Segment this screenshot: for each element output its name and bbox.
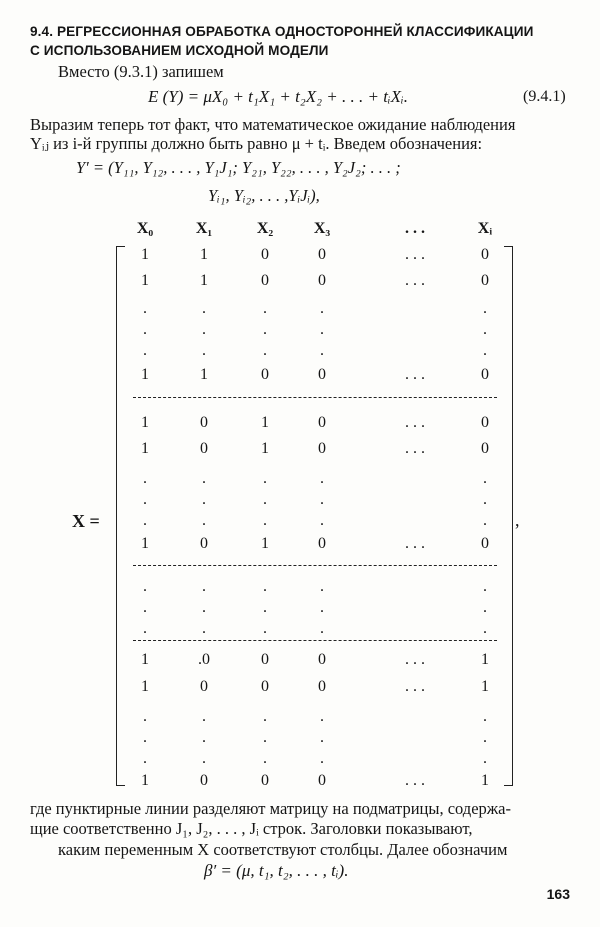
matrix-cell: . [263,321,267,338]
matrix-cell: . [320,300,324,317]
matrix-cell: . [143,578,147,595]
paragraph-2-line-2: щие соответственно J₁, J₂, . . . , Jᵢ строк. Заголовки показывают, [30,819,473,838]
intro-text: Вместо (9.3.1) запишем [58,62,224,81]
matrix-cell: 0 [261,272,269,289]
page-number: 163 [546,886,570,902]
matrix-cell: . [263,620,267,637]
matrix-cell: 0 [318,440,326,457]
matrix-cell: . [483,470,487,487]
matrix-cell: . . . [405,772,425,789]
matrix-column-header: X₀ [136,220,154,237]
matrix-cell: 0 [261,246,269,263]
matrix-cell: . [483,512,487,529]
y-vector-line-1: Y′ = (Y₁₁, Y₁₂, . . . , Y₁J₁; Y₂₁, Y₂₂, . . . , Y₂J₂; . . . ; [76,158,401,177]
y-vector-line-2: Yᵢ₁, Yᵢ₂, . . . ,YᵢJᵢ), [208,186,320,205]
matrix-cell: 1 [481,772,489,789]
matrix-cell: 0 [481,414,489,431]
matrix-cell: . [483,300,487,317]
matrix-cell: . . . [405,440,425,457]
matrix-column-header: X₁ [195,220,213,237]
matrix-cell: . [202,512,206,529]
matrix-cell: . [483,750,487,767]
matrix-cell: . [263,470,267,487]
matrix-cell: 1 [141,651,149,668]
matrix-cell: 1 [261,440,269,457]
matrix-cell: 0 [318,272,326,289]
matrix-cell: 1 [141,366,149,383]
matrix-cell: . [143,300,147,317]
matrix-left-bracket [116,246,125,786]
matrix-cell: . [143,599,147,616]
matrix-cell: . [483,599,487,616]
submatrix-divider-1 [133,397,497,398]
matrix-cell: 1 [261,535,269,552]
matrix-cell: 0 [318,651,326,668]
matrix-cell: . . . [405,678,425,695]
matrix-cell: . [320,342,324,359]
matrix-cell: . [320,620,324,637]
matrix-cell: . [320,729,324,746]
matrix-cell: 0 [261,366,269,383]
matrix-cell: 0 [318,535,326,552]
matrix-cell: .0 [198,651,210,668]
matrix-cell: 1 [141,772,149,789]
paragraph-1-line-1: Выразим теперь тот факт, что математическое ожидание наблюдения [30,115,516,134]
matrix-cell: 1 [141,414,149,431]
matrix-cell: . [483,620,487,637]
matrix-cell: 0 [261,651,269,668]
matrix-cell: 0 [200,414,208,431]
matrix-cell: . [143,491,147,508]
paragraph-2-line-1: где пунктирные линии разделяют матрицу на подматрицы, содержа- [30,799,511,818]
matrix-cell: . [263,300,267,317]
matrix-cell: . [143,321,147,338]
section-heading-line-2: С ИСПОЛЬЗОВАНИЕМ ИСХОДНОЙ МОДЕЛИ [30,43,329,58]
matrix-cell: . [320,599,324,616]
matrix-cell: 0 [261,772,269,789]
matrix-cell: . [202,620,206,637]
matrix-cell: . . . [405,414,425,431]
matrix-cell: . [483,342,487,359]
matrix-cell: . . . [405,535,425,552]
section-heading [30,22,533,60]
matrix-cell: 0 [200,535,208,552]
matrix-cell: 1 [141,440,149,457]
equation-number: (9.4.1) [523,88,566,105]
matrix-cell: 0 [318,772,326,789]
matrix-cell: . [483,491,487,508]
matrix-right-bracket [504,246,513,786]
matrix-cell: . [263,750,267,767]
matrix-cell: . [143,512,147,529]
matrix-cell: . [143,708,147,725]
matrix-column-header: X₃ [313,220,331,237]
matrix-cell: . . . [405,272,425,289]
matrix-cell: . [202,300,206,317]
matrix-cell: 0 [481,272,489,289]
matrix-cell: . [143,750,147,767]
matrix-cell: 1 [141,535,149,552]
matrix-cell: 0 [318,246,326,263]
matrix-cell: 0 [481,535,489,552]
matrix-cell: 1 [141,678,149,695]
matrix-cell: . [202,321,206,338]
paragraph-2-line-3: каким переменным X соответствуют столбцы. Далее обозначим [58,840,508,859]
matrix-cell: . [143,729,147,746]
matrix-cell: 0 [318,366,326,383]
matrix-cell: . [202,491,206,508]
matrix-cell: . [202,578,206,595]
matrix-label: X = [72,511,100,531]
matrix-cell: 1 [481,651,489,668]
matrix-cell: 0 [481,440,489,457]
matrix-cell: . [320,750,324,767]
matrix-cell: . [143,342,147,359]
matrix-cell: . [202,599,206,616]
matrix-cell: . [263,512,267,529]
matrix-cell: 1 [141,246,149,263]
matrix-cell: . [263,578,267,595]
matrix-trailing-comma: , [515,510,520,530]
matrix-cell: . [143,470,147,487]
submatrix-divider-3 [133,640,497,641]
matrix-column-header: X₂ [256,220,274,237]
matrix-cell: 0 [200,440,208,457]
matrix-cell: . [320,470,324,487]
matrix-cell: . [202,708,206,725]
matrix-cell: . [202,750,206,767]
beta-vector: β′ = (μ, t₁, t₂, . . . , tᵢ). [204,861,349,880]
matrix-cell: 1 [200,246,208,263]
matrix-cell: . [483,578,487,595]
matrix-cell: . [263,599,267,616]
matrix-cell: . . . [405,366,425,383]
matrix-cell: . [202,342,206,359]
matrix-cell: 1 [261,414,269,431]
matrix-column-header: Xᵢ [477,220,493,237]
matrix-cell: 0 [481,246,489,263]
matrix-cell: . [320,578,324,595]
matrix-cell: . [320,708,324,725]
matrix-cell: 0 [318,414,326,431]
matrix-cell: . [483,729,487,746]
paragraph-1-line-2: Yᵢⱼ из i-й группы должно быть равно μ + tᵢ. Введем обозначения: [30,134,483,153]
matrix-cell: . [263,491,267,508]
matrix-cell: . [483,708,487,725]
matrix-cell: 1 [200,272,208,289]
matrix-cell: 1 [141,272,149,289]
matrix-cell: . [320,512,324,529]
matrix-cell: . [320,321,324,338]
equation-9-4-1: E (Y) = μX₀ + t₁X₁ + t₂X₂ + . . . + tᵢXᵢ. [148,87,408,106]
matrix-cell: 0 [318,678,326,695]
matrix-cell: 0 [481,366,489,383]
matrix-cell: 1 [481,678,489,695]
matrix-cell: . [263,342,267,359]
section-heading-line-1: 9.4. РЕГРЕССИОННАЯ ОБРАБОТКА ОДНОСТОРОННЕЙ КЛАССИФИКАЦИИ [30,24,534,39]
matrix-cell: . . . [405,246,425,263]
matrix-cell: . . . [405,651,425,668]
matrix-column-header: . . . [405,220,425,237]
matrix-cell: 0 [200,678,208,695]
matrix-cell: . [202,729,206,746]
matrix-cell: . [202,470,206,487]
matrix-cell: 0 [261,678,269,695]
matrix-cell: 0 [200,772,208,789]
matrix-cell: 1 [200,366,208,383]
matrix-cell: . [143,620,147,637]
matrix-cell: . [263,708,267,725]
matrix-cell: . [483,321,487,338]
submatrix-divider-2 [133,565,497,566]
matrix-cell: . [263,729,267,746]
matrix-cell: . [320,491,324,508]
